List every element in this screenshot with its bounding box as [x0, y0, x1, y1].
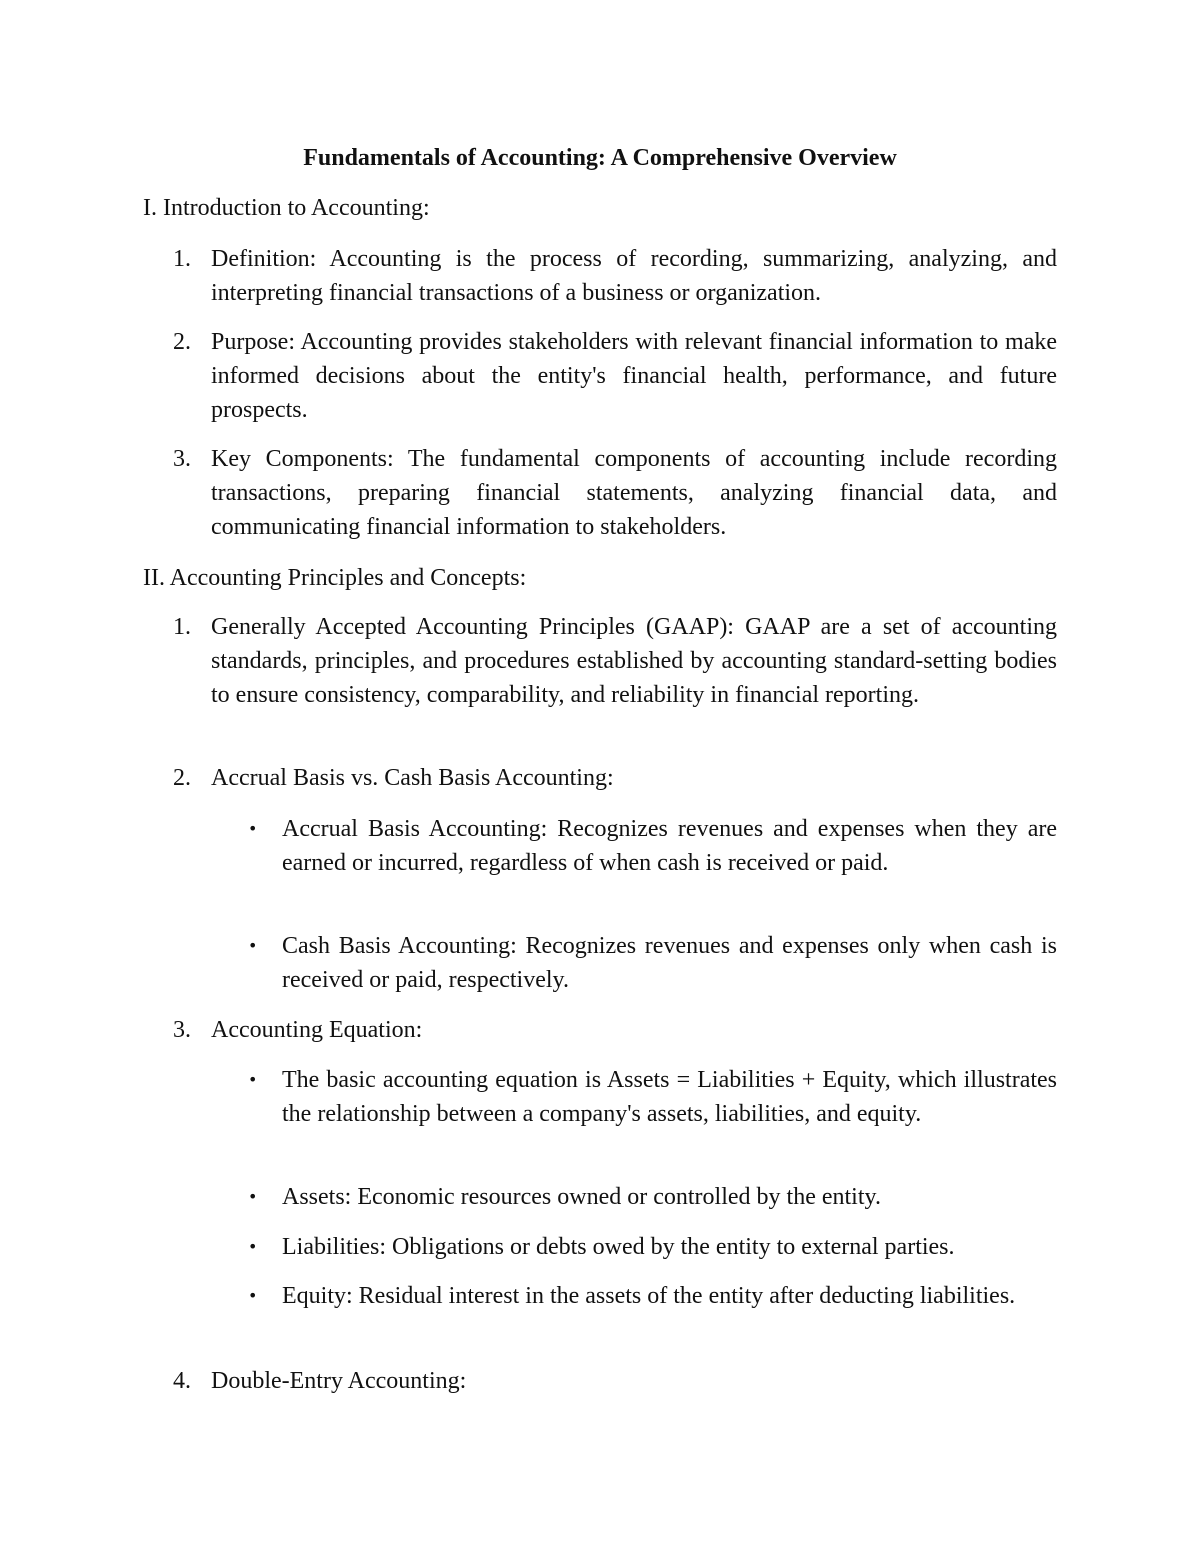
list-number: 1. [173, 614, 191, 640]
bullet-item [248, 1279, 1057, 1313]
list-number: 3. [173, 446, 191, 472]
bullet-item [248, 1180, 1057, 1214]
list-item [173, 761, 1057, 795]
list-item-text: Definition: Accounting is the process of recording, summarizing, analyzing, and interpreting financial transactions of a business or organization. [211, 246, 1057, 306]
list-item [173, 1364, 1057, 1398]
list-number: 2. [173, 329, 191, 355]
bullet-item [248, 1063, 1057, 1131]
section-heading-introduction: I. Introduction to Accounting: [143, 195, 430, 221]
bullet-icon: • [248, 819, 258, 838]
list-number: 2. [173, 765, 191, 791]
document-title: Fundamentals of Accounting: A Comprehensive Overview [303, 145, 897, 171]
bullet-icon: • [248, 1187, 258, 1206]
bullet-item [248, 812, 1057, 880]
list-item [173, 610, 1057, 712]
list-item-text: Double-Entry Accounting: [211, 1368, 467, 1394]
list-item [173, 242, 1057, 310]
bullet-icon: • [248, 1286, 258, 1305]
bullet-item [248, 929, 1057, 997]
list-item [173, 325, 1057, 427]
bullet-item-text: Liabilities: Obligations or debts owed by the entity to external parties. [282, 1234, 955, 1260]
list-item-text: Purpose: Accounting provides stakeholders with relevant financial information to make informed decisions about the entity's financial health, performance, and future prospects. [211, 329, 1057, 423]
bullet-item [248, 1230, 1057, 1264]
list-item [173, 1013, 1057, 1047]
list-item-text: Generally Accepted Accounting Principles (GAAP): GAAP are a set of accounting standards, principles, and procedures established by accounting standard-setting bodies to ensure consistency, comparability, and reliability in financial reporting. [211, 614, 1057, 708]
bullet-item-text: Cash Basis Accounting: Recognizes revenues and expenses only when cash is received or paid, respectively. [282, 933, 1057, 993]
bullet-icon: • [248, 1070, 258, 1089]
bullet-icon: • [248, 936, 258, 955]
list-number: 1. [173, 246, 191, 272]
list-number: 4. [173, 1368, 191, 1394]
bullet-item-text: Assets: Economic resources owned or controlled by the entity. [282, 1184, 881, 1210]
list-item-text: Key Components: The fundamental components of accounting include recording transactions, preparing financial statements, analyzing financial data, and communicating financial information to stakeholders. [211, 446, 1057, 540]
list-number: 3. [173, 1017, 191, 1043]
list-item [173, 442, 1057, 544]
list-item-text: Accounting Equation: [211, 1017, 423, 1043]
list-item-text: Accrual Basis vs. Cash Basis Accounting: [211, 765, 614, 791]
bullet-item-text: Equity: Residual interest in the assets of the entity after deducting liabilities. [282, 1283, 1016, 1309]
bullet-item-text: The basic accounting equation is Assets = Liabilities + Equity, which illustrates the relationship between a company's assets, liabilities, and equity. [282, 1067, 1057, 1127]
bullet-icon: • [248, 1237, 258, 1256]
section-heading-principles: II. Accounting Principles and Concepts: [143, 565, 527, 591]
bullet-item-text: Accrual Basis Accounting: Recognizes revenues and expenses when they are earned or incurred, regardless of when cash is received or paid. [282, 816, 1057, 876]
